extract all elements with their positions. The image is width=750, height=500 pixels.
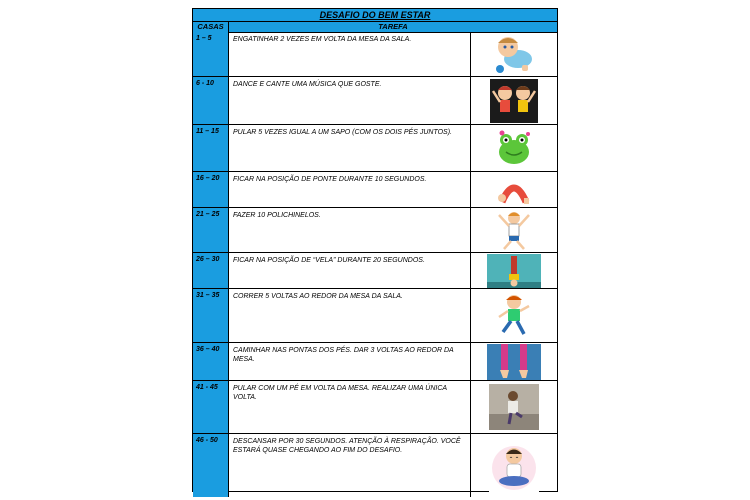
row-casas: 16 – 20 xyxy=(193,172,229,207)
table-row xyxy=(193,125,557,172)
row-tarefa: DESCANSAR POR 30 SEGUNDOS. ATENÇÃO À RESPIRAÇÃO. VOCÊ ESTARÁ QUASE CHEGANDO AO FIM DO DESAFIO. xyxy=(229,434,471,497)
page-title: DESAFIO DO BEM ESTAR xyxy=(193,9,557,22)
table-row xyxy=(193,77,557,125)
meditating-kid-icon xyxy=(489,440,539,492)
header-casas: CASAS xyxy=(193,22,229,32)
header-tarefa: TAREFA xyxy=(378,22,408,31)
table-row xyxy=(193,381,557,434)
row-image xyxy=(471,172,557,207)
table-row xyxy=(193,32,557,77)
row-casas: 36 – 40 xyxy=(193,343,229,380)
row-tarefa: ENGATINHAR 2 VEZES EM VOLTA DA MESA DA SALA. xyxy=(229,32,471,76)
jumping-jack-icon xyxy=(494,209,534,251)
row-image xyxy=(471,381,557,433)
table-row xyxy=(193,434,557,497)
row-casas: 11 – 15 xyxy=(193,125,229,171)
row-casas: 6 - 10 xyxy=(193,77,229,124)
table-row xyxy=(193,289,557,343)
running-kid-icon xyxy=(492,292,536,340)
row-tarefa: FICAR NA POSIÇÃO DE “VELA” DURANTE 20 SEGUNDOS. xyxy=(229,253,471,288)
row-tarefa: FAZER 10 POLICHINELOS. xyxy=(229,208,471,252)
row-casas: 26 – 30 xyxy=(193,253,229,288)
row-tarefa: CORRER 5 VOLTAS AO REDOR DA MESA DA SALA. xyxy=(229,289,471,342)
dancing-kids-icon xyxy=(490,79,538,123)
row-image xyxy=(471,289,557,342)
table-row xyxy=(193,253,557,289)
row-image xyxy=(471,125,557,171)
row-casas: 41 - 45 xyxy=(193,381,229,433)
row-tarefa: PULAR 5 VEZES IGUAL A UM SAPO (COM OS DOIS PÉS JUNTOS). xyxy=(229,125,471,171)
table-row xyxy=(193,343,557,381)
row-image xyxy=(471,77,557,124)
candle-pose-icon xyxy=(487,254,541,288)
row-image xyxy=(471,343,557,380)
row-tarefa: CAMINHAR NAS PONTAS DOS PÉS. DAR 3 VOLTAS AO REDOR DA MESA. xyxy=(229,343,471,380)
row-image xyxy=(471,208,557,252)
row-tarefa: DANCE E CANTE UMA MÚSICA QUE GOSTE. xyxy=(229,77,471,124)
table-body xyxy=(193,32,557,491)
wellness-challenge-table xyxy=(192,8,558,492)
row-casas: 46 - 50 xyxy=(193,434,229,497)
row-image xyxy=(471,434,557,497)
row-casas: 21 – 25 xyxy=(193,208,229,252)
table-row xyxy=(193,172,557,208)
row-tarefa: FICAR NA POSIÇÃO DE PONTE DURANTE 10 SEGUNDOS. xyxy=(229,172,471,207)
row-tarefa: PULAR COM UM PÉ EM VOLTA DA MESA. REALIZAR UMA ÚNICA VOLTA. xyxy=(229,381,471,433)
crawling-baby-icon xyxy=(486,33,542,75)
bridge-pose-icon xyxy=(494,174,534,206)
row-casas: 31 – 35 xyxy=(193,289,229,342)
tiptoe-feet-icon xyxy=(487,344,541,380)
row-casas: 1 – 5 xyxy=(193,32,229,76)
hopping-kid-icon xyxy=(489,384,539,430)
row-image xyxy=(471,253,557,288)
row-image xyxy=(471,32,557,76)
frog-icon xyxy=(494,128,534,168)
table-row xyxy=(193,208,557,253)
